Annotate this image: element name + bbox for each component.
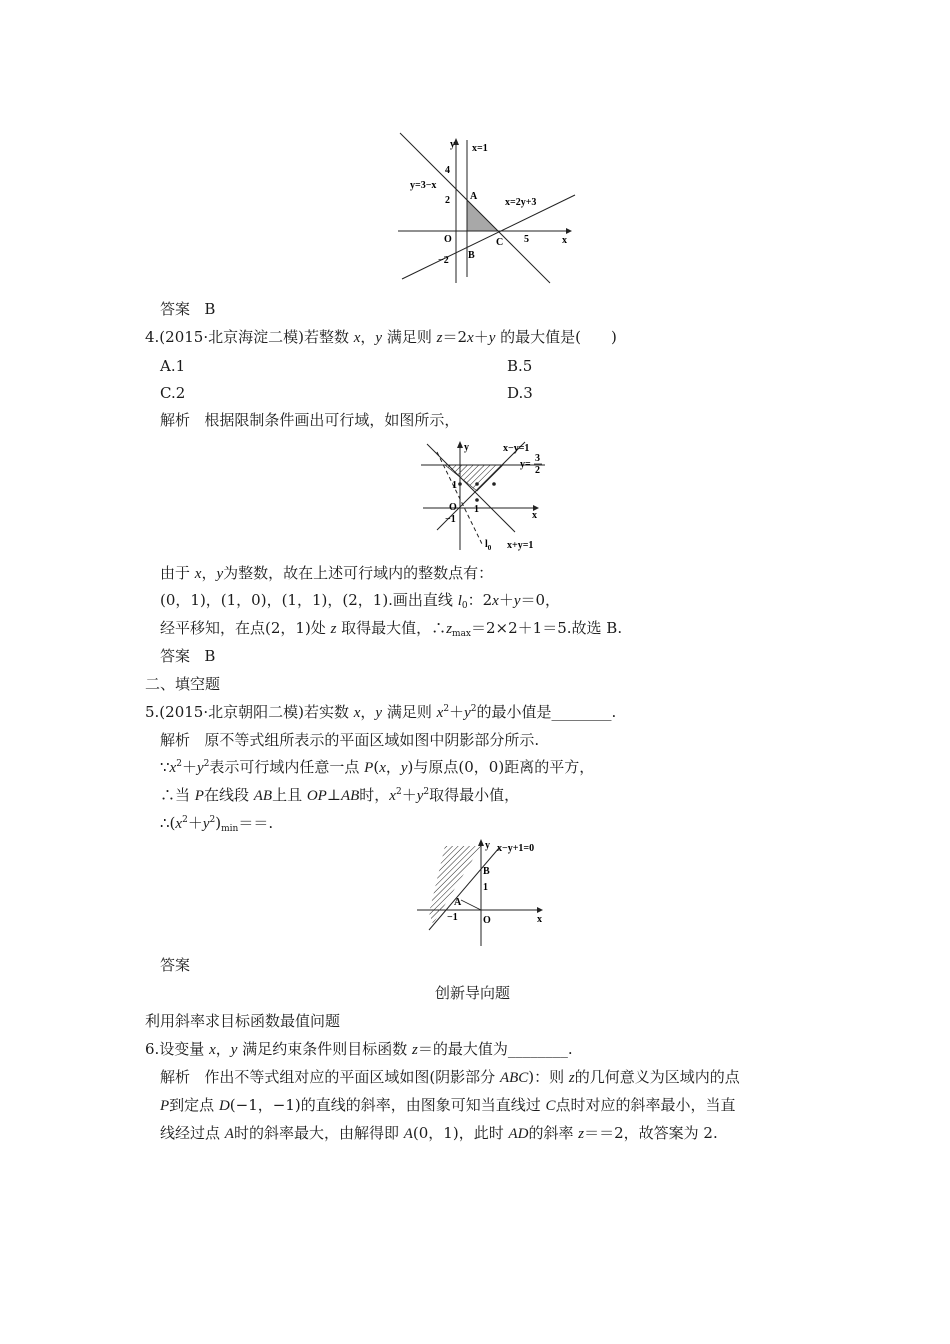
superscript: 2 xyxy=(203,759,210,769)
q5-line2 xyxy=(160,788,519,804)
var-x: x xyxy=(169,760,177,776)
text: 取得最大值，∴ xyxy=(336,619,447,637)
q3-answer xyxy=(160,302,215,317)
text: 满足则 xyxy=(382,703,437,721)
answer-value: B xyxy=(204,647,216,665)
fig3-label-x: x xyxy=(537,914,542,925)
fig1-tick-4: 4 xyxy=(445,165,450,176)
integer-point-1-1 xyxy=(475,482,479,486)
q6-stem xyxy=(145,1042,573,1058)
y-axis-arrow xyxy=(478,839,484,846)
var-x: x xyxy=(389,788,396,804)
fig1-tick-5: 5 xyxy=(524,234,529,245)
fig2-label-frac-num: 3 xyxy=(535,453,540,464)
var-C: C xyxy=(545,1098,556,1114)
var-x: x xyxy=(492,593,499,609)
figure-2-feasible-region xyxy=(415,438,565,556)
analysis-text: 原不等式组所表示的平面区域如图中阴影部分所示. xyxy=(204,731,540,749)
text: 满足约束条件则目标函数 xyxy=(237,1040,412,1058)
var-x: x xyxy=(209,1042,216,1058)
q4-option-c: C.2 xyxy=(160,384,186,402)
var-y: y xyxy=(375,330,383,346)
text: 与原点(0，0)距离的平方， xyxy=(413,758,595,776)
q5-line3: $\therefore(x^2+y^2)_{min}==$. xyxy=(160,814,274,834)
superscript: 2 xyxy=(182,815,188,825)
var-x: x xyxy=(194,566,202,582)
q6-analysis-line1 xyxy=(160,1070,740,1086)
q6-analysis-line2 xyxy=(160,1098,736,1114)
fig3-label-m1: −1 xyxy=(447,912,458,923)
y-axis-arrow xyxy=(457,441,463,448)
fig2-label-l0 xyxy=(485,539,492,552)
text: ＝的最大值为________. xyxy=(417,1040,573,1058)
innovation-subtitle: 利用斜率求目标函数最值问题 xyxy=(145,1012,341,1030)
var-A: A xyxy=(224,1126,234,1142)
superscript: 2 xyxy=(443,704,450,714)
plus: ＋ xyxy=(449,703,465,721)
analysis-label: 解析 xyxy=(160,731,191,749)
var-z: z xyxy=(568,1070,575,1086)
q4-stem-tail: 的最大值是( ) xyxy=(495,328,617,346)
q4-analysis xyxy=(160,413,459,428)
fig1-label-O: O xyxy=(444,234,452,245)
q4-line1 xyxy=(160,566,493,582)
answer-value: B xyxy=(204,300,216,318)
var-y: y xyxy=(230,1042,238,1058)
fig1-tick-m2: −2 xyxy=(438,255,449,266)
superscript: 2 xyxy=(395,787,402,797)
var-y: y xyxy=(196,760,204,776)
q4-option-b: B.5 xyxy=(507,357,533,375)
superscript: 2 xyxy=(209,815,216,825)
plus: ＋ xyxy=(187,814,203,832)
superscript: 2 xyxy=(176,759,182,769)
fig1-label-x1: x=1 xyxy=(472,143,488,154)
text: ＝＝. xyxy=(238,814,274,832)
text: 经平移知，在点(2，1)处 xyxy=(160,619,331,637)
plus: ＋ xyxy=(181,758,197,776)
var-A: A xyxy=(403,1126,413,1142)
text: (0，1)，此时 xyxy=(412,1124,509,1142)
answer-label: 答案 xyxy=(160,956,191,974)
text: 时的斜率最大，由解得即 xyxy=(233,1124,404,1142)
fig2-label-frac-den: 2 xyxy=(535,465,540,476)
q4-eq: ＝2 xyxy=(442,328,468,346)
fig3-label-one: 1 xyxy=(483,882,488,893)
text: 作出不等式组对应的平面区域如图(阴影部分 xyxy=(204,1068,500,1086)
var-x: x xyxy=(175,816,183,832)
text: 的最小值是________. xyxy=(476,703,617,721)
text: )：则 xyxy=(528,1068,569,1086)
fig2-label-x-minus-y: x−y=1 xyxy=(503,443,530,454)
var-AD: AD xyxy=(508,1126,529,1142)
answer-label: 答案 xyxy=(160,647,191,665)
comma: ， xyxy=(385,758,401,776)
answer-label: 答案 xyxy=(160,300,191,318)
fig3-label-B: B xyxy=(483,866,490,877)
q4-option-a: A.1 xyxy=(160,357,186,375)
var-z: z xyxy=(446,621,453,637)
q4-stem xyxy=(145,330,617,346)
text: (−1，−1)的直线的斜率，由图象可知当直线过 xyxy=(229,1096,546,1114)
q4-option-d: D.3 xyxy=(507,384,533,402)
innovation-title: 创新导向题 xyxy=(435,984,511,1002)
plus: ＋ xyxy=(401,786,417,804)
fig2-label-x: x xyxy=(532,510,537,521)
q4-stem-prefix: 4.(2015·北京海淀二模)若整数 xyxy=(145,328,354,346)
var-x: x xyxy=(353,705,361,721)
var-P: P xyxy=(160,1098,170,1114)
fig1-label-A: A xyxy=(470,191,478,202)
var-y: y xyxy=(416,788,424,804)
fig2-label-m1: −1 xyxy=(445,514,456,525)
var-l: l xyxy=(457,593,462,609)
fig2-label-y-eq: y= xyxy=(520,459,531,470)
fig2-label-one-y: 1 xyxy=(452,480,457,491)
superscript: 2 xyxy=(470,704,477,714)
var-y: y xyxy=(400,760,408,776)
var-z: z xyxy=(578,1126,585,1142)
fig1-label-y: y xyxy=(450,139,455,150)
var-P: P xyxy=(194,788,204,804)
q5-stem xyxy=(145,705,616,721)
superscript: 2 xyxy=(423,787,430,797)
integer-point-1-0 xyxy=(475,498,479,502)
subscript: min xyxy=(221,824,239,834)
var-y: y xyxy=(216,566,224,582)
var-z: z xyxy=(412,1042,418,1058)
line-y-eq-3-minus-x xyxy=(400,133,550,283)
var-z: z xyxy=(436,330,443,346)
text: 到定点 xyxy=(169,1096,219,1114)
text: ＝＝2，故答案为 2. xyxy=(584,1124,718,1142)
comma: ， xyxy=(360,703,376,721)
analysis-label: 解析 xyxy=(160,411,191,429)
text: 上且 xyxy=(272,786,307,804)
fig1-tick-2: 2 xyxy=(445,195,450,206)
q4-line3 xyxy=(160,621,622,639)
var-x: x xyxy=(436,705,444,721)
x-axis-arrow xyxy=(537,907,543,913)
text: ∴当 xyxy=(160,786,195,804)
fig3-label-eq: x−y+1=0 xyxy=(497,843,535,854)
fig2-l: l xyxy=(485,539,488,550)
var-AB: AB xyxy=(340,788,360,804)
plus: ＋ xyxy=(498,591,514,609)
subscript: max xyxy=(452,629,472,639)
text: 线经过点 xyxy=(160,1124,225,1142)
perp: ⊥ xyxy=(326,786,341,804)
q4-line2 xyxy=(160,593,560,611)
var-y: y xyxy=(202,816,210,832)
text: 为整数，故在上述可行域内的整数点有： xyxy=(223,564,494,582)
text: (0，1)，(1，0)，(1，1)，(2，1).画出直线 xyxy=(160,591,458,609)
x-axis-arrow xyxy=(566,228,572,234)
integer-point-0-1 xyxy=(458,482,462,486)
text: 的几何意义为区域内的点 xyxy=(574,1068,740,1086)
text: ：2 xyxy=(467,591,493,609)
analysis-text: 根据限制条件画出可行域，如图所示， xyxy=(204,411,460,429)
section-title: 二、填空题 xyxy=(145,675,221,693)
text: 5.(2015·北京朝阳二模)若实数 xyxy=(145,703,354,721)
var-z: z xyxy=(330,621,337,637)
text: ∴( xyxy=(160,814,176,832)
plus: ＋ xyxy=(473,328,489,346)
var-x: x xyxy=(467,330,474,346)
line-x-minus-y-eq-1 xyxy=(427,444,515,532)
q4-answer xyxy=(160,649,215,664)
fig1-label-C: C xyxy=(496,237,504,248)
var-D: D xyxy=(218,1098,230,1114)
subscript: 0 xyxy=(461,601,468,611)
q6-analysis-line3 xyxy=(160,1126,718,1142)
var-x: x xyxy=(353,330,361,346)
var-OP: OP xyxy=(306,788,327,804)
comma: ， xyxy=(201,564,217,582)
text: ＝2×2＋1＝5.故选 B. xyxy=(471,619,623,637)
fig3-label-A: A xyxy=(454,897,462,908)
comma: ， xyxy=(215,1040,231,1058)
text: 点时对应的斜率最小，当直 xyxy=(555,1096,736,1114)
text: ∵ xyxy=(160,758,170,776)
var-y: y xyxy=(513,593,521,609)
text: 由于 xyxy=(160,564,195,582)
text: 时， xyxy=(359,786,390,804)
text: 表示可行域内任意一点 xyxy=(209,758,365,776)
fig3-label-y: y xyxy=(485,840,490,851)
fig2-label-x-plus-y: x+y=1 xyxy=(507,540,534,551)
analysis-label: 解析 xyxy=(160,1068,191,1086)
fig1-label-x: x xyxy=(562,235,567,246)
comma: ， xyxy=(360,328,376,346)
fig1-label-y3x: y=3−x xyxy=(410,180,437,191)
fig1-label-B: B xyxy=(468,250,475,261)
var-ABC: ABC xyxy=(499,1070,529,1086)
text: 在线段 xyxy=(203,786,254,804)
text: 的斜率 xyxy=(528,1124,579,1142)
text: ＝0， xyxy=(520,591,561,609)
figure-1-feasible-region xyxy=(390,125,590,290)
integer-point-2-1 xyxy=(492,482,496,486)
q5-analysis xyxy=(160,733,539,748)
line-x-eq-2y-plus-3 xyxy=(402,195,575,279)
segment-OP xyxy=(461,900,481,910)
fig1-label-x2y3: x=2y+3 xyxy=(505,197,537,208)
q4-stem-mid: 满足则 xyxy=(382,328,437,346)
fig2-label-y: y xyxy=(464,442,469,453)
var-P: P xyxy=(364,760,374,776)
var-y: y xyxy=(464,705,471,721)
text: 取得最小值， xyxy=(429,786,520,804)
var-y: y xyxy=(375,705,383,721)
fig2-label-O: O xyxy=(449,502,457,513)
var-x: x xyxy=(379,760,386,776)
figure-3-feasible-region xyxy=(415,838,555,950)
fig2-label-one-x: 1 xyxy=(474,504,479,515)
fig3-label-O: O xyxy=(483,915,491,926)
q5-line1: $\because x^2+y^2$表示可行域内任意一点 P(x，y)与原点(0，0)距离的平方， xyxy=(160,758,595,776)
q5-answer xyxy=(160,958,190,973)
text: 6.设变量 xyxy=(145,1040,210,1058)
var-AB: AB xyxy=(253,788,273,804)
fig2-l-sub: 0 xyxy=(487,544,492,552)
var-y: y xyxy=(488,330,496,346)
